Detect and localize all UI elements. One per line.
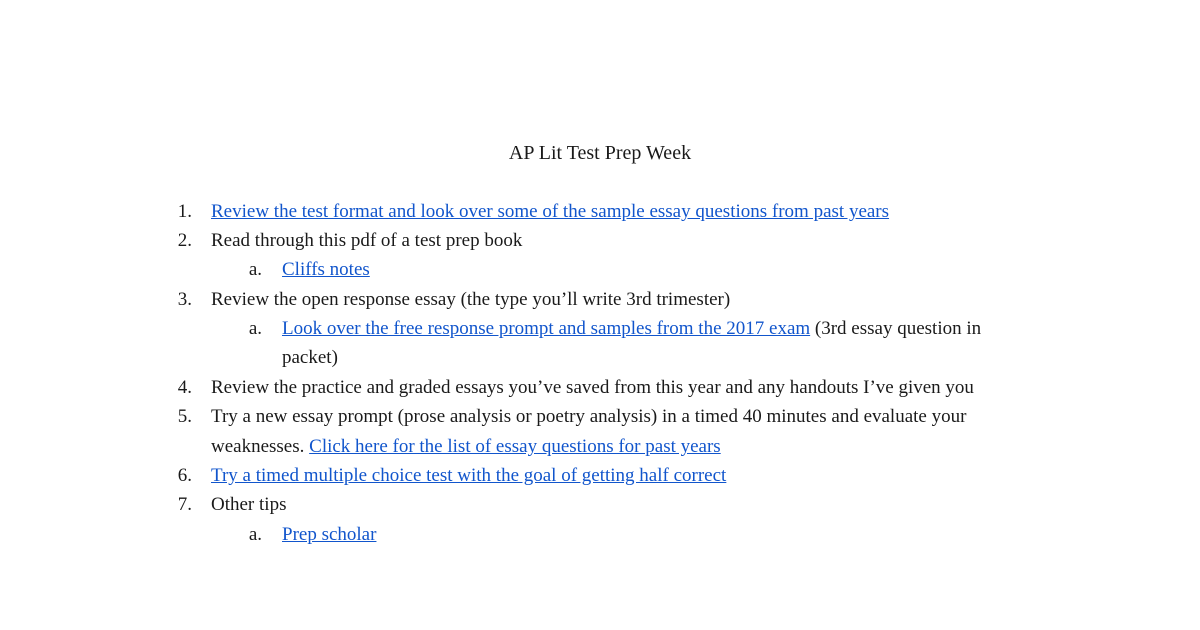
sub-list-letter: a. <box>248 259 262 280</box>
list-number: 2. <box>177 230 192 251</box>
list-number: 5. <box>177 406 192 427</box>
list-item-continuation <box>211 432 721 461</box>
list-item-text: Review the practice and graded essays you’ve saved from this year and any handouts I’ve given you <box>211 377 974 398</box>
list-item-text: Try a new essay prompt (prose analysis or poetry analysis) in a timed 40 minutes and evaluate your <box>211 406 967 427</box>
list-number: 6. <box>177 465 192 486</box>
multiple-choice-test-link[interactable]: Try a timed multiple choice test with the goal of getting half correct <box>211 465 727 486</box>
list-number: 1. <box>177 201 192 222</box>
prep-scholar-link[interactable]: Prep scholar <box>282 524 377 545</box>
list-number: 4. <box>177 377 192 398</box>
list-number: 7. <box>177 494 192 515</box>
list-item-text: Read through this pdf of a test prep book <box>211 230 523 251</box>
cliffs-notes-link[interactable]: Cliffs notes <box>282 259 370 280</box>
sub-list-item-text: (3rd essay question in <box>810 318 982 339</box>
list-item-text: weaknesses. <box>211 436 310 457</box>
list-item-text: Other tips <box>211 494 287 515</box>
list-number: 3. <box>177 289 192 310</box>
document-title: AP Lit Test Prep Week <box>508 142 692 164</box>
free-response-2017-link[interactable]: Look over the free response prompt and samples from the 2017 exam <box>282 318 811 339</box>
essay-questions-link[interactable]: Click here for the list of essay questions for past years <box>309 436 721 457</box>
sub-list-item-continuation: packet) <box>282 347 338 368</box>
test-format-link[interactable]: Review the test format and look over some of the sample essay questions from past years <box>211 201 890 222</box>
sub-list-letter: a. <box>248 524 262 545</box>
sub-list-letter: a. <box>248 318 262 339</box>
list-item-text: Review the open response essay (the type you’ll write 3rd trimester) <box>211 289 731 310</box>
